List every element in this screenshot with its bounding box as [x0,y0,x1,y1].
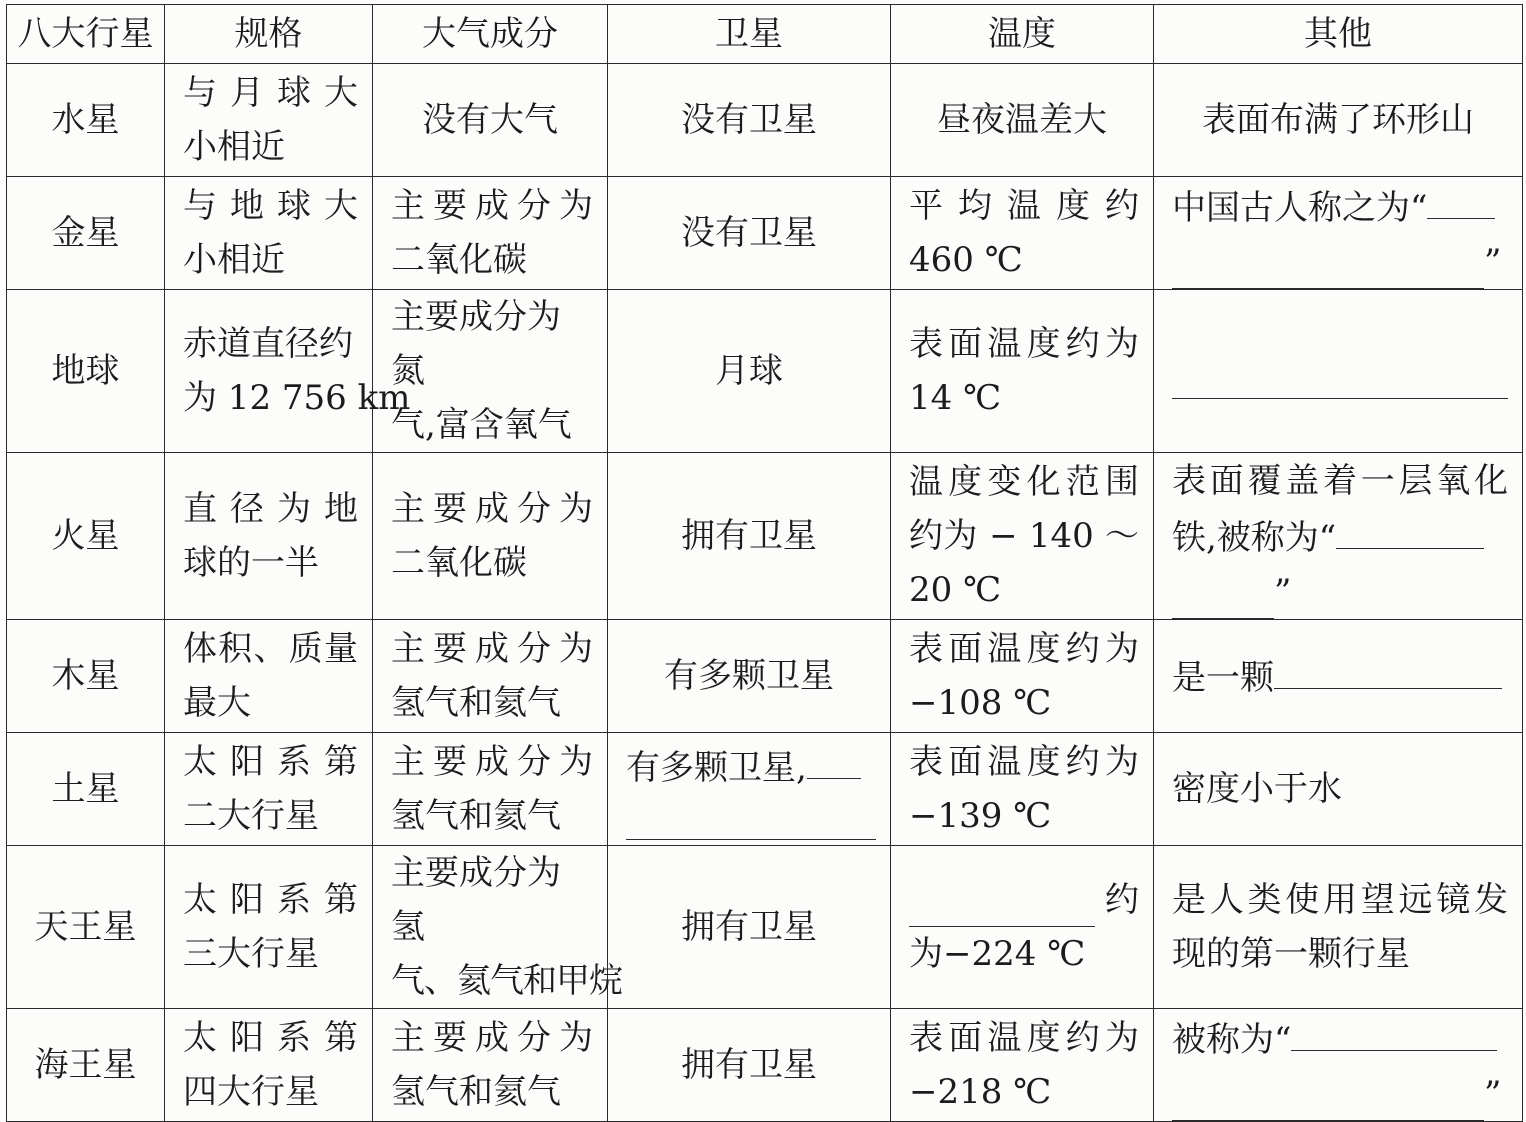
other-cell [1154,177,1523,290]
satellite-cell: 有多颗卫星 [608,620,891,733]
other-cell [1154,1009,1523,1122]
spec-line: 太 阳 系 第 [183,1018,358,1058]
temperature-line: 平 均 温 度 约 [909,186,1139,226]
fill-in-blank[interactable] [1172,578,1274,619]
other-cell: 表面布满了环形山 [1154,64,1523,177]
fill-in-blank[interactable] [626,795,876,840]
atmosphere-line: 氢气和氦气 [391,683,561,723]
other-line [1172,235,1508,289]
satellite-cell: 没有卫星 [608,64,891,177]
table-row-earth [7,290,1523,453]
header-spec: 规格 [165,5,373,64]
other-text: 是一颗 [1172,657,1274,698]
atmosphere-line: 气、氦气和甲烷 [391,961,622,1001]
spec-line: 最大 [183,683,251,723]
fill-in-blank[interactable] [1291,1010,1497,1051]
planet-name: 地球 [7,290,165,453]
temperature-line: 为−224 ℃ [909,934,1086,974]
spec-cell [165,620,373,733]
spec-line: 直 径 为 地 [183,489,358,529]
atmosphere-line: 二氧化碳 [391,543,527,583]
other-text: 铁,被称为“ [1172,517,1337,558]
satellite-line [626,738,876,795]
other-line [1172,1010,1508,1067]
planet-name: 水星 [7,64,165,177]
atmosphere-line: 主要成分为氮 [391,297,561,391]
fill-in-blank[interactable] [1336,508,1484,549]
spec-line: 太 阳 系 第 [183,742,358,782]
atmosphere-line: 主要成分为 [391,1018,593,1058]
satellite-text: 有多颗卫星, [626,748,807,788]
fill-in-blank[interactable] [1172,248,1484,289]
atmosphere-cell: 没有大气 [373,64,608,177]
other-line: 是人类使用望远镜发 [1172,880,1508,920]
table-row-mercury [7,64,1523,177]
header-other: 其他 [1154,5,1523,64]
table-row-neptune [7,1009,1523,1122]
temperature-line: 温度变化范围 [909,462,1139,502]
close-quote: ” [1484,1073,1502,1114]
other-line [1172,178,1508,235]
satellite-cell: 月球 [608,290,891,453]
other-line: 表面覆盖着一层氧化 [1172,460,1508,501]
temperature-cell [891,290,1154,453]
atmosphere-cell [373,177,608,290]
atmosphere-line: 氢气和氦气 [391,1072,561,1112]
header-row [7,5,1523,64]
spec-cell [165,733,373,846]
atmosphere-line: 主要成分为 [391,629,593,669]
satellite-cell [608,733,891,846]
satellite-cell: 没有卫星 [608,177,891,290]
other-text: 中国古人称之为“ [1172,187,1428,228]
other-cell [1154,620,1523,733]
spec-line: 体积、质量 [183,629,358,669]
other-cell [1154,453,1523,620]
spec-line: 与 月 球 大 [183,73,358,113]
spec-line: 太 阳 系 第 [183,880,358,920]
table-row-uranus [7,846,1523,1009]
header-satellite: 卫星 [608,5,891,64]
fill-in-blank[interactable] [807,738,861,779]
planet-table [6,4,1523,1122]
temperature-line: 20 ℃ [909,570,1002,610]
planet-name: 土星 [7,733,165,846]
table-row-mars [7,453,1523,620]
spec-line: 为 12 756 km [183,378,411,418]
temperature-line: 约为 − 140 ～ [909,516,1139,556]
satellite-cell: 拥有卫星 [608,453,891,620]
atmosphere-line: 主要成分为 [391,489,593,529]
spec-line: 二大行星 [183,796,319,836]
planet-name: 火星 [7,453,165,620]
atmosphere-line: 二氧化碳 [391,240,527,280]
temperature-line: 460 ℃ [909,240,1023,280]
temperature-line: −218 ℃ [909,1072,1052,1112]
fill-in-blank[interactable] [1274,648,1502,689]
atmosphere-cell [373,846,622,1009]
temperature-line: 表面温度约为 [909,629,1139,669]
temperature-cell [891,453,1154,620]
temperature-line: 表面温度约为 [909,742,1139,782]
satellite-cell: 拥有卫星 [608,1009,891,1122]
header-atmosphere: 大气成分 [373,5,608,64]
other-line [1172,1067,1508,1121]
other-line [1172,565,1508,619]
atmosphere-cell [373,620,608,733]
spec-line: 四大行星 [183,1072,319,1112]
table-row-saturn [7,733,1523,846]
fill-in-blank[interactable] [1172,354,1508,399]
table-row-jupiter [7,620,1523,733]
atmosphere-line: 氢气和氦气 [391,796,561,836]
temperature-cell [891,733,1154,846]
other-line [1172,508,1508,565]
other-cell [1154,846,1523,1009]
temperature-line: 表面温度约为 [909,324,1139,364]
header-temperature: 温度 [891,5,1154,64]
temperature-line: −139 ℃ [909,796,1052,836]
close-quote: ” [1274,571,1292,612]
temperature-line [909,873,1139,927]
temperature-line: 表面温度约为 [909,1018,1139,1058]
spec-line: 小相近 [183,127,285,167]
atmosphere-cell [373,733,608,846]
spec-line: 赤道直径约 [183,324,353,364]
other-line [1172,648,1508,705]
other-cell: 密度小于水 [1154,733,1523,846]
spec-cell [165,177,373,290]
planet-name: 天王星 [7,846,165,1009]
header-planet: 八大行星 [7,5,165,64]
atmosphere-cell [373,290,608,453]
atmosphere-line: 主要成分为 [391,742,593,782]
satellite-cell: 拥有卫星 [608,846,891,1009]
temperature-line: −108 ℃ [909,683,1052,723]
temperature-text: 约 [1105,880,1139,920]
fill-in-blank[interactable] [1427,178,1495,219]
temperature-cell [891,1009,1154,1122]
fill-in-blank[interactable] [1172,1080,1484,1121]
close-quote: ” [1484,241,1502,282]
temperature-cell [891,620,1154,733]
spec-cell [165,290,411,453]
atmosphere-cell [373,1009,608,1122]
other-text: 被称为“ [1172,1019,1292,1060]
other-cell [1154,290,1523,453]
planet-name: 海王星 [7,1009,165,1122]
atmosphere-line: 气,富含氧气 [391,405,572,445]
planet-name: 木星 [7,620,165,733]
temperature-cell: 昼夜温差大 [891,64,1154,177]
fill-in-blank[interactable] [909,886,1095,927]
planet-name: 金星 [7,177,165,290]
spec-line: 三大行星 [183,934,319,974]
spec-cell [165,846,373,1009]
spec-cell [165,1009,373,1122]
spec-line: 小相近 [183,240,285,280]
spec-line: 与 地 球 大 [183,186,358,226]
table-row-venus [7,177,1523,290]
spec-cell [165,453,373,620]
atmosphere-cell [373,453,608,620]
spec-cell [165,64,373,177]
spec-line: 球的一半 [183,543,319,583]
atmosphere-line: 主要成分为氢 [391,853,561,947]
atmosphere-line: 主要成分为 [391,186,593,226]
temperature-cell [891,177,1154,290]
other-line: 现的第一颗行星 [1172,934,1410,974]
temperature-line: 14 ℃ [909,378,1002,418]
temperature-cell [891,846,1154,1009]
